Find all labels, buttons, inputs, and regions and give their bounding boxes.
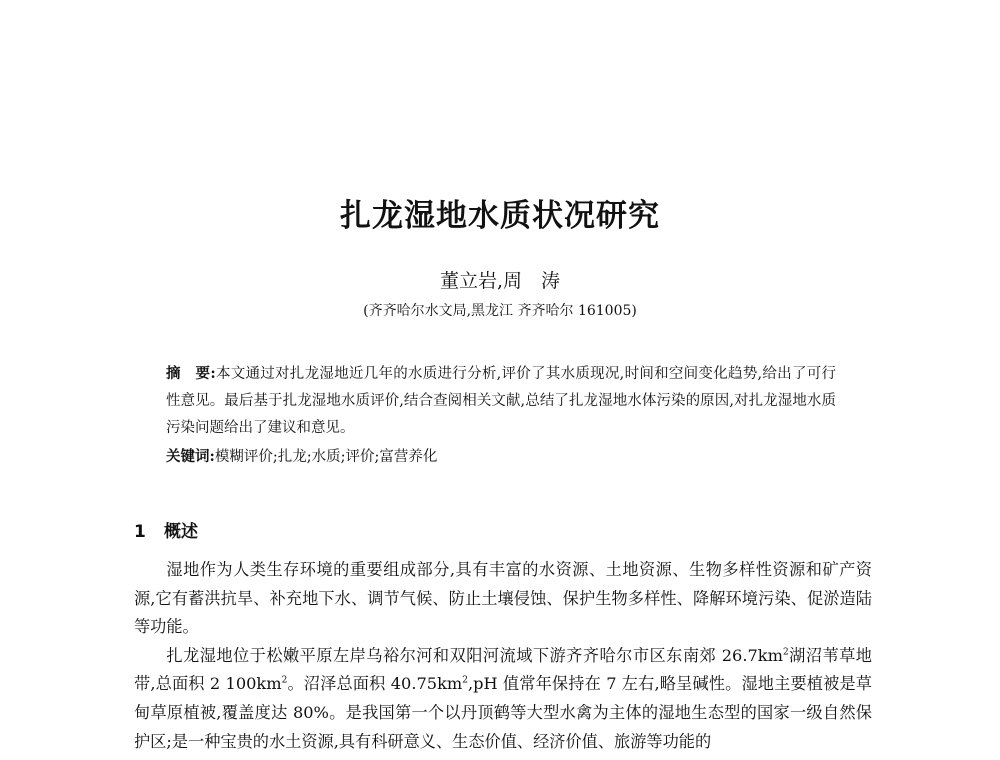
section-heading	[134, 519, 198, 545]
keywords-label: 关键词:	[166, 448, 215, 465]
abstract-label: 摘 要:	[166, 365, 216, 382]
superscript: 2	[281, 675, 288, 686]
body-text	[134, 556, 872, 756]
keywords	[166, 444, 836, 470]
paragraph-2-part-a: 扎龙湿地位于松嫩平原左岸乌裕尔河和双阳河流域下游齐齐哈尔市区东南郊 26.7km	[166, 645, 783, 665]
abstract-text: 本文通过对扎龙湿地近几年的水质进行分析,评价了其水质现况,时间和空间变化趋势,给出了可行性意见。最后基于扎龙湿地水质评价,结合查阅相关文献,总结了扎龙湿地水体污染的原因,对扎龙湿地水质污染问题给出了建议和意见。	[166, 366, 836, 436]
superscript: 2	[462, 675, 468, 686]
keywords-text: 模糊评价;扎龙;水质;评价;富营养化	[214, 449, 438, 465]
paragraph-2-part-d: ,pH 值常年保持在 7 左右,略呈碱性。湿地主要植被是草甸草原植被,覆盖度达 80%。是我国第一个以丹顶鹤等大型水禽为主体的湿地生态型的国家一级自然保护区;是一种宝贵的水土资源,具有科研意义、生态价值、经济价值、旅游等功能的	[134, 674, 872, 751]
section-number: 1	[134, 522, 146, 542]
paragraph-1: 湿地作为人类生存环境的重要组成部分,具有丰富的水资源、土地资源、生物多样性资源和矿产资源,它有蓄洪抗旱、补充地下水、调节气候、防止土壤侵蚀、保护生物多样性、降解环境污染、促淤造陆等功能。	[134, 560, 872, 637]
abstract	[166, 360, 836, 442]
section-title: 概述	[164, 522, 198, 542]
affiliation: (齐齐哈尔水文局,黑龙江 齐齐哈尔 161005)	[363, 303, 637, 319]
paragraph-2	[134, 642, 872, 756]
paragraph-2-part-c: 。沼泽总面积 40.75km	[287, 674, 463, 694]
authors: 董立岩,周 涛	[439, 270, 561, 292]
paragraph-2-part-b: 湖沼苇草地带,总面积 2 100km	[134, 645, 872, 694]
superscript: 2	[782, 647, 789, 658]
paper-title: 扎龙湿地水质状况研究	[340, 198, 660, 234]
